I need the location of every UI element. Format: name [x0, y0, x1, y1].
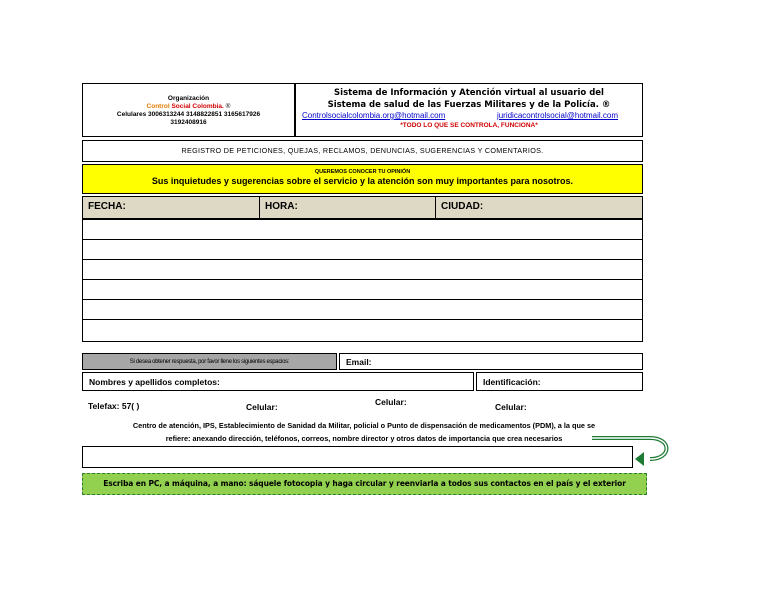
telefax-label: Telefax: 57( ) [88, 401, 140, 411]
system-title-line2: Sistema de salud de las Fuerzas Militares y de la Policía. ® [327, 100, 611, 110]
organization-header [82, 83, 295, 137]
registro-title: REGISTRO DE PETICIONES, QUEJAS, RECLAMOS, DENUNCIAS, SUGERENCIAS Y COMENTARIOS. [82, 140, 643, 162]
celular-label-2: Celular: [375, 397, 407, 407]
opinion-banner [82, 164, 643, 194]
fecha-label[interactable]: FECHA: [83, 197, 260, 218]
footer-banner: Escriba en PC, a máquina, a mano: sáquele fotocopia y haga circular y reenviarla a todos sus contactos en el país y el exterior [82, 473, 647, 495]
motto: *TODO LO QUE SE CONTROLA, FUNCIONA* [400, 122, 538, 129]
writing-line[interactable] [82, 279, 643, 300]
email-link-1[interactable]: Controlsocialcolombia.org@hotmail.com [302, 111, 446, 120]
email-link-2[interactable]: juridicacontrolsocial@hotmail.com [496, 111, 618, 120]
celular-label-3: Celular: [495, 402, 527, 412]
centro-line-2: refiere: anexando dirección, teléfonos, correos, nombre director y otros datos de importancia que crea necesarios [165, 434, 563, 443]
hora-label[interactable]: HORA: [260, 197, 436, 218]
nombres-field[interactable]: Nombres y apellidos completos: [82, 372, 474, 391]
centro-line-1: Centro de atención, IPS, Establecimiento de Sanidad da Militar, policial o Punto de dispensación de medicamentos (PDM), a la que se [132, 421, 596, 430]
date-time-city-row [82, 196, 643, 219]
celulares-line-2: 3192408916 [170, 119, 207, 126]
writing-line[interactable] [82, 239, 643, 260]
opinion-small: QUEREMOS CONOCER TU OPINIÓN [314, 169, 411, 175]
writing-line[interactable] [82, 219, 643, 240]
centro-atencion-input[interactable] [82, 446, 633, 468]
identificacion-field[interactable]: Identificación: [476, 372, 643, 391]
writing-line[interactable] [82, 319, 643, 342]
response-note: Si desea obtener respuesta, por favor llene los siguientes espacios: [82, 353, 337, 370]
opinion-big: Sus inquietudes y sugerencias sobre el servicio y la atención son muy importantes para nosotros. [151, 176, 574, 186]
ciudad-label[interactable]: CIUDAD: [441, 201, 484, 212]
celular-label-1: Celular: [246, 402, 278, 412]
system-title-line1: Sistema de Información y Atención virtual al usuario del [334, 88, 604, 98]
writing-line[interactable] [82, 299, 643, 320]
centro-atencion-text [84, 419, 644, 445]
system-header [295, 83, 643, 137]
celulares-line: Celulares 3006313244 3148822851 3165617926 [116, 111, 261, 118]
organization-name: Control Social Colombia. ® [146, 103, 231, 110]
writing-line[interactable] [82, 259, 643, 280]
email-field[interactable]: Email: [339, 353, 643, 370]
organizacion-label: Organización [167, 95, 210, 102]
